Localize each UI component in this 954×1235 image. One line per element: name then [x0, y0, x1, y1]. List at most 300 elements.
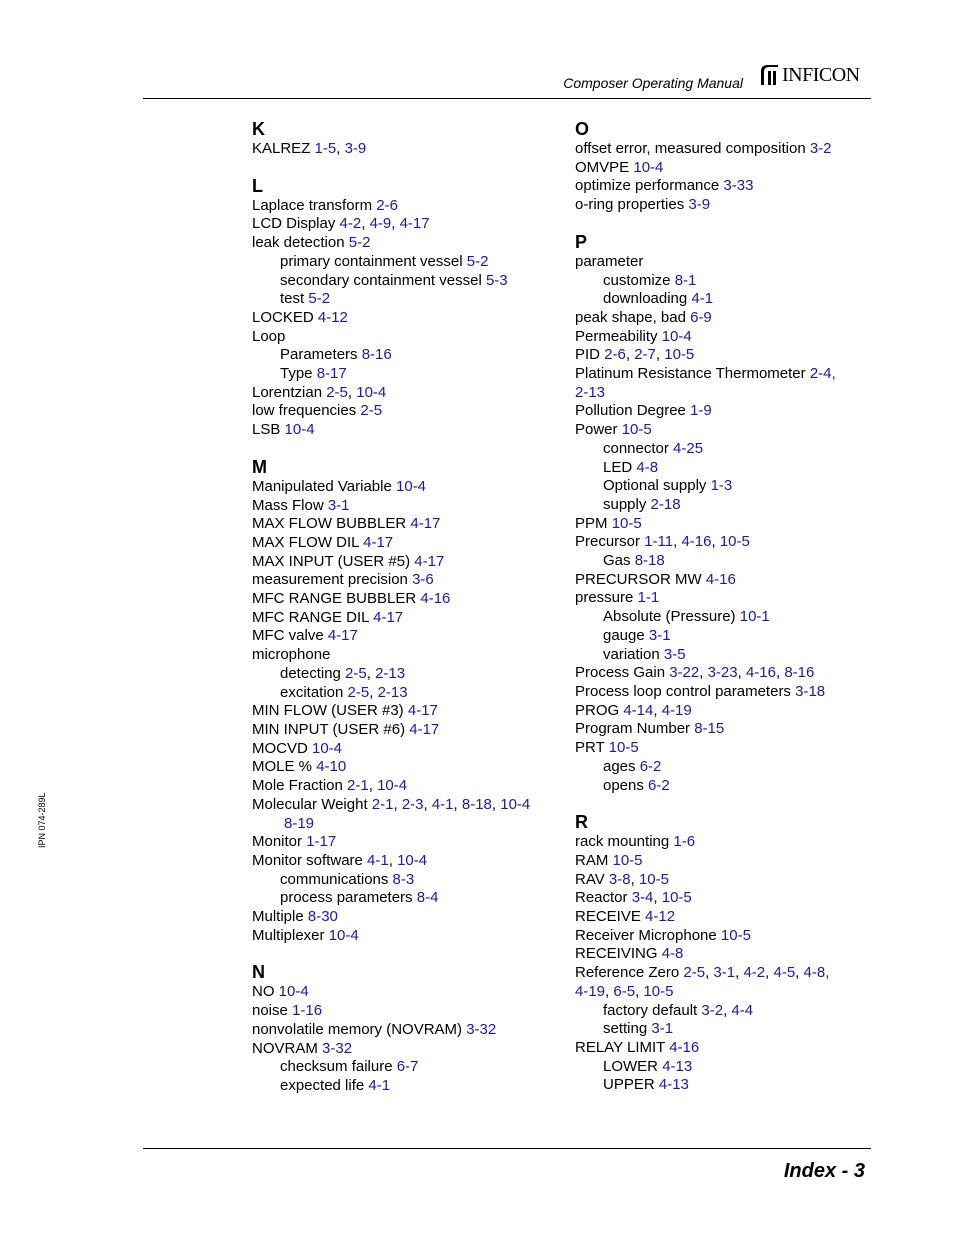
entry-term: PROG [575, 701, 624, 719]
index-entry [575, 1058, 865, 1077]
page-ref-link[interactable]: 4-17 [399, 215, 430, 233]
entry-term: Mass Flow [252, 496, 328, 514]
page-ref-link[interactable]: 2-5 [347, 683, 370, 701]
page-ref-link[interactable]: 8-30 [307, 908, 338, 926]
section-letter: P [575, 231, 588, 252]
page-ref-link[interactable]: 10-5 [720, 926, 751, 944]
page-ref-link[interactable]: 4-1 [691, 290, 714, 308]
entry-term: Type [280, 365, 317, 383]
index-entry: PROG 4-14, 4-19 [575, 701, 692, 719]
page-ref-link[interactable]: 4-1 [367, 851, 389, 869]
index-entry [575, 777, 865, 796]
page-ref-link[interactable]: 10-4 [278, 983, 309, 1001]
page-ref-link[interactable]: 10-5 [719, 533, 750, 551]
index-entry [252, 646, 552, 665]
index-entry [252, 627, 552, 646]
index-entry [252, 571, 552, 590]
index-entry [252, 553, 552, 572]
page-ref-link[interactable]: 4-1 [368, 1076, 391, 1094]
page-ref-link[interactable]: 8-16 [784, 664, 815, 682]
page-ref-link[interactable]: 4-8 [803, 964, 826, 982]
entry-term: OMVPE [575, 158, 634, 176]
page-ref-link[interactable]: 1-5 [314, 140, 337, 157]
page-ref-link[interactable]: 1-9 [690, 402, 712, 420]
page-ref-link[interactable]: 10-4 [312, 739, 343, 757]
index-entry [575, 739, 865, 758]
page-ref-link[interactable]: 4-10 [316, 758, 347, 776]
index-entry [575, 159, 865, 178]
index-entry [252, 328, 552, 347]
page-ref-link[interactable]: 2-18 [650, 495, 681, 513]
page-ref-link[interactable]: 4-25 [673, 439, 704, 457]
entry-term: ages [603, 757, 640, 775]
page-ref-link[interactable]: 2-13 [375, 664, 406, 682]
entry-term: UPPER [603, 1076, 659, 1094]
entry-term: MFC RANGE BUBBLER [252, 590, 421, 608]
entry-term: supply [603, 495, 651, 513]
page-ref-link[interactable]: 2-5 [683, 964, 706, 982]
page-ref-link[interactable]: 2-1 [347, 777, 369, 795]
page-ref-link[interactable]: 3-2 [809, 140, 832, 157]
index-entry [252, 889, 552, 908]
index-entry: detecting 2-5, 2-13 [280, 664, 406, 682]
index-entry [252, 590, 552, 609]
inficon-logo [758, 62, 860, 88]
entry-term: offset error, measured composition [575, 140, 810, 157]
page-ref-link[interactable]: 4-19 [661, 701, 692, 719]
entry-term: RAV [575, 870, 609, 888]
index-entry [252, 871, 552, 890]
index-entry [575, 253, 865, 272]
trailing-comma: , [825, 964, 830, 982]
footer-rule [143, 1148, 871, 1149]
entry-term: Precursor [575, 533, 645, 551]
page-ref-link[interactable]: 3-32 [466, 1020, 497, 1038]
index-entry: factory default 3-2, 4-4 [603, 1001, 754, 1019]
entry-term: Reference Zero [575, 964, 684, 982]
page-ref-link[interactable]: 10-5 [664, 346, 695, 364]
page-ref-link[interactable]: 10-5 [661, 889, 692, 907]
entry-term: KALREZ [252, 140, 315, 157]
index-entry [575, 1039, 865, 1058]
index-entry [252, 515, 552, 534]
header-rule [143, 98, 871, 99]
entry-term: Power [575, 421, 622, 439]
page-ref-link[interactable]: 10-5 [643, 982, 674, 1000]
page-ref-link[interactable]: 4-9 [369, 215, 392, 233]
index-entry [575, 477, 865, 496]
entry-term: PID [575, 346, 605, 364]
page-ref-link[interactable]: 2-6 [604, 346, 626, 364]
page-ref-link[interactable]: 4-14 [623, 701, 654, 719]
entry-term: RECEIVING [575, 945, 662, 963]
index-entry [252, 253, 552, 272]
page-ref-link[interactable]: 4-8 [636, 458, 659, 476]
index-entry [252, 421, 552, 440]
index-entry: Reference Zero 2-5, 3-1, 4-2, 4-5, 4-8, [575, 964, 830, 982]
section-letter: N [252, 962, 265, 983]
index-entry [575, 683, 865, 702]
index-entry [252, 197, 552, 216]
page-ref-link[interactable]: 8-16 [361, 346, 392, 364]
page-ref-link[interactable]: 1-17 [306, 833, 337, 851]
page-ref-link[interactable]: 10-4 [328, 926, 359, 944]
index-entry: Molecular Weight 2-1, 2-3, 4-1, 8-18, 10-4 [252, 795, 531, 813]
entry-term: checksum failure [280, 1058, 397, 1076]
page-ref-link[interactable]: 5-2 [348, 234, 371, 252]
index-entry: PID 2-6, 2-7, 10-5 [575, 346, 695, 364]
index-entry [575, 758, 865, 777]
entry-term: communications [280, 870, 393, 888]
page-ref-link[interactable]: 8-3 [392, 870, 415, 888]
page-ref-link[interactable]: 4-12 [317, 308, 348, 326]
page-ref-link[interactable]: 2-13 [377, 683, 408, 701]
page-ref-link[interactable]: 5-3 [485, 271, 508, 289]
entry-term: opens [603, 776, 649, 794]
index-entry [575, 196, 865, 215]
page-ref-link[interactable]: 10-4 [284, 421, 315, 439]
section-letter: L [252, 175, 263, 196]
page-ref-link[interactable]: 4-13 [658, 1076, 689, 1094]
page-ref-link[interactable]: 4-17 [327, 627, 358, 645]
page-ref-link[interactable]: 5-2 [466, 252, 489, 270]
page-ref-link[interactable]: 3-32 [322, 1039, 353, 1057]
entry-term: MIN FLOW (USER #3) [252, 702, 408, 720]
entry-term: Pollution Degree [575, 402, 691, 420]
page-ref-link[interactable]: 3-1 [648, 626, 671, 644]
page-ref-link[interactable]: 4-2 [339, 215, 362, 233]
page-ref-link[interactable]: 4-1 [431, 795, 454, 813]
index-entry [252, 815, 552, 834]
index-entry: Process Gain 3-22, 3-23, 4-16, 8-16 [575, 664, 815, 682]
entry-term: Absolute (Pressure) [603, 608, 740, 626]
section-letter: O [575, 119, 590, 139]
page-ref-link[interactable]: 2-5 [345, 664, 367, 682]
index-entry [575, 328, 865, 347]
page-ref-link[interactable]: 10-5 [638, 870, 669, 888]
page-ref-link[interactable]: 4-19 [575, 982, 606, 1000]
entry-term: process parameters [280, 889, 417, 907]
index-entry [575, 927, 865, 946]
index-entry [575, 290, 865, 309]
page-ref-link[interactable]: 10-1 [739, 608, 770, 626]
index-entry [252, 402, 552, 421]
entry-term: noise [252, 1002, 293, 1020]
entry-term: LED [603, 458, 637, 476]
entry-term: MFC valve [252, 627, 328, 645]
entry-term: Multiple [252, 908, 308, 926]
index-entry: Mole Fraction 2-1, 10-4 [252, 777, 408, 795]
entry-term: NO [252, 983, 279, 1001]
index-section-p [575, 231, 865, 795]
page-ref-link[interactable]: 6-5 [613, 982, 636, 1000]
entry-term: MFC RANGE DIL [252, 608, 374, 626]
index-column-left [252, 118, 552, 1112]
page-ref-link[interactable]: 3-8 [608, 870, 631, 888]
page-ref-link[interactable]: 10-4 [397, 851, 428, 869]
index-entry [252, 740, 552, 759]
index-entry: LCD Display 4-2, 4-9, 4-17 [252, 215, 430, 233]
entry-term: Reactor [575, 889, 632, 907]
page-ref-link[interactable]: 8-18 [634, 552, 665, 570]
page-ref-link[interactable]: 3-1 [713, 964, 736, 982]
index-entry [252, 534, 552, 553]
entry-term: RECEIVE [575, 908, 646, 926]
index-entry: excitation 2-5, 2-13 [280, 683, 408, 701]
index-entry [252, 1077, 552, 1096]
page-ref-link[interactable]: 2-3 [401, 795, 424, 813]
page-ref-link[interactable]: 1-1 [637, 589, 660, 607]
entry-term: factory default [603, 1001, 702, 1019]
index-entry [252, 702, 552, 721]
page-ref-link[interactable]: 6-2 [648, 776, 670, 794]
entry-term: low frequencies [252, 402, 361, 420]
entry-term: PPM [575, 514, 612, 532]
page-ref-link[interactable]: 2-6 [376, 196, 398, 214]
index-entry [575, 646, 865, 665]
entry-term: Manipulated Variable [252, 477, 396, 495]
entry-term: microphone [252, 646, 331, 664]
page-ref-link[interactable]: 4-17 [407, 702, 438, 720]
index-entry [252, 758, 552, 777]
index-entry [252, 272, 552, 291]
entry-term: Parameters [280, 346, 362, 364]
entry-term: Lorentzian [252, 383, 327, 401]
entry-term: MAX FLOW DIL [252, 533, 364, 551]
entry-term: RAM [575, 851, 613, 869]
index-entry [252, 497, 552, 516]
entry-term: LCD Display [252, 215, 340, 233]
index-entry [252, 721, 552, 740]
index-entry [252, 309, 552, 328]
page-ref-link[interactable]: 2-5 [360, 402, 383, 420]
page-ref-link[interactable]: 3-6 [412, 571, 434, 589]
entry-term: excitation [280, 683, 348, 701]
document-code: IPN 074-289L [37, 792, 47, 848]
entry-term: secondary containment vessel [280, 271, 486, 289]
entry-term: gauge [603, 626, 649, 644]
page-ref-link[interactable]: 2-7 [634, 346, 656, 364]
entry-term: measurement precision [252, 571, 413, 589]
page-ref-link[interactable]: 4-13 [662, 1057, 693, 1075]
index-entry: Precursor 1-11, 4-16, 10-5 [575, 533, 750, 551]
index-entry [575, 1076, 865, 1095]
index-section-n [252, 961, 552, 1095]
entry-term: rack mounting [575, 833, 674, 851]
index-entry [575, 945, 865, 964]
page-ref-link[interactable]: 1-16 [292, 1002, 323, 1020]
index-entry [252, 908, 552, 927]
index-entry [575, 608, 865, 627]
page-ref-link[interactable]: 8-4 [416, 889, 439, 907]
entry-term: LOCKED [252, 308, 318, 326]
page-ref-link[interactable]: 3-33 [723, 177, 754, 195]
index-entry [252, 290, 552, 309]
index-entry [575, 720, 865, 739]
page-ref-link[interactable]: 10-4 [395, 477, 427, 495]
entry-term: Permeability [575, 327, 662, 345]
index-entry [575, 515, 865, 534]
index-entry [575, 384, 865, 403]
logo-text: INFICON [782, 64, 860, 86]
page-ref-link[interactable]: 3-1 [651, 1020, 674, 1038]
page-ref-link[interactable]: 2-13 [575, 383, 606, 401]
entry-term: Gas [603, 552, 635, 570]
page-ref-link[interactable]: 8-19 [284, 814, 315, 832]
index-section-r [575, 811, 865, 1095]
page-ref-link[interactable]: 4-8 [661, 945, 684, 963]
page-ref-link[interactable]: 8-1 [674, 271, 697, 289]
page-ref-link[interactable]: 8-17 [316, 365, 347, 383]
index-entry [252, 1058, 552, 1077]
page-ref-link[interactable]: 2-4 [809, 365, 832, 383]
entry-term: Process loop control parameters [575, 682, 796, 700]
index-column-right [575, 118, 865, 1111]
section-letter: M [252, 456, 267, 477]
page-ref-link[interactable]: 4-16 [745, 664, 776, 682]
page-ref-link[interactable]: 6-2 [639, 757, 662, 775]
page-ref-link[interactable]: 4-5 [773, 964, 796, 982]
page-ref-link[interactable]: 6-7 [396, 1058, 419, 1076]
page-ref-link[interactable]: 1-3 [710, 477, 733, 495]
page-ref-link[interactable]: 3-9 [344, 140, 367, 157]
page-ref-link[interactable]: 4-16 [681, 533, 712, 551]
index-entry [575, 421, 865, 440]
page-ref-link[interactable]: 4-17 [363, 533, 394, 551]
index-entry [252, 983, 552, 1002]
page-ref-link[interactable]: 4-17 [410, 515, 441, 533]
page-label: Index - 3 [783, 1160, 865, 1182]
index-section-k [252, 118, 552, 159]
index-entry [575, 552, 865, 571]
index-section-l [252, 175, 552, 440]
page-ref-link[interactable]: 4-16 [669, 1038, 700, 1056]
index-entry [252, 1040, 552, 1059]
index-entry [575, 440, 865, 459]
page-ref-link[interactable]: 3-22 [669, 664, 700, 682]
page-ref-link[interactable]: 2-5 [326, 383, 348, 401]
index-entry [575, 589, 865, 608]
entry-term: Laplace transform [252, 196, 377, 214]
page-ref-link[interactable]: 4-16 [705, 570, 736, 588]
index-entry [252, 346, 552, 365]
page-ref-link[interactable]: 2-1 [371, 795, 394, 813]
index-entry [575, 1020, 865, 1039]
page-ref-link[interactable]: 10-4 [377, 777, 408, 795]
page-ref-link[interactable]: 4-2 [743, 964, 766, 982]
page-ref-link[interactable]: 10-5 [621, 421, 652, 439]
entry-term: LOWER [603, 1057, 663, 1075]
entry-term: Program Number [575, 720, 695, 738]
page-ref-link[interactable]: 3-23 [707, 664, 738, 682]
index-entry [252, 1021, 552, 1040]
entry-term: Monitor [252, 833, 307, 851]
page-ref-link[interactable]: 3-18 [795, 682, 826, 700]
index-entry [575, 177, 865, 196]
page-ref-link[interactable]: 1-6 [673, 833, 696, 851]
entry-term: variation [603, 645, 664, 663]
page-ref-link[interactable]: 10-4 [633, 158, 664, 176]
entry-term: Loop [252, 327, 286, 345]
entry-term: primary containment vessel [280, 252, 467, 270]
page-ref-link[interactable]: 10-4 [500, 795, 531, 813]
index-entry [252, 1002, 552, 1021]
index-entry [252, 365, 552, 384]
entry-term: MIN INPUT (USER #6) [252, 720, 410, 738]
entry-term: MAX INPUT (USER #5) [252, 552, 415, 570]
page-ref-link[interactable]: 4-17 [414, 552, 445, 570]
entry-term: MAX FLOW BUBBLER [252, 515, 411, 533]
page-ref-link[interactable]: 8-18 [461, 795, 492, 813]
entry-term: Optional supply [603, 477, 711, 495]
entry-term: Platinum Resistance Thermometer [575, 365, 810, 383]
entry-term: detecting [280, 664, 346, 682]
page-ref-link[interactable]: 4-4 [731, 1001, 754, 1019]
index-entry: KALREZ 1-5, 3-9 [252, 140, 367, 157]
index-entry [252, 478, 552, 497]
entry-term: Molecular Weight [252, 795, 372, 813]
index-entry [575, 627, 865, 646]
entry-term: expected life [280, 1076, 369, 1094]
page-ref-link[interactable]: 10-5 [608, 739, 639, 757]
entry-term: nonvolatile memory (NOVRAM) [252, 1020, 467, 1038]
index-section-o [575, 118, 865, 215]
index-entry: Monitor software 4-1, 10-4 [252, 851, 428, 869]
page-ref-link[interactable]: 10-5 [611, 514, 642, 532]
page-ref-link[interactable]: 4-17 [409, 720, 440, 738]
index-entry [575, 496, 865, 515]
index-entry: RAV 3-8, 10-5 [575, 870, 669, 888]
page-ref-link[interactable]: 4-12 [645, 908, 676, 926]
index-entry [575, 402, 865, 421]
entry-term: connector [603, 439, 674, 457]
entry-term: o-ring properties [575, 196, 689, 214]
entry-term: Monitor software [252, 851, 368, 869]
index-entry: Lorentzian 2-5, 10-4 [252, 383, 387, 401]
entry-term: Multiplexer [252, 926, 329, 944]
page-ref-link[interactable]: 3-4 [631, 889, 654, 907]
page-ref-link[interactable]: 8-15 [694, 720, 725, 738]
page-ref-link[interactable]: 10-4 [661, 327, 692, 345]
entry-term: Receiver Microphone [575, 926, 721, 944]
entry-term: pressure [575, 589, 638, 607]
entry-term: MOLE % [252, 758, 317, 776]
page-ref-link[interactable]: 3-2 [701, 1001, 724, 1019]
index-entry [252, 927, 552, 946]
inficon-logo-icon [758, 63, 780, 87]
index-entry [575, 309, 865, 328]
page-ref-link[interactable]: 3-1 [327, 496, 350, 514]
page-ref-link[interactable]: 5-2 [308, 290, 331, 308]
page-ref-link[interactable]: 3-5 [663, 645, 686, 663]
entry-term: PRECURSOR MW [575, 570, 706, 588]
page-ref-link[interactable]: 4-17 [373, 608, 404, 626]
page-ref-link[interactable]: 6-9 [690, 308, 712, 326]
page-ref-link[interactable]: 1-11 [644, 533, 674, 551]
entry-term: peak shape, bad [575, 308, 691, 326]
index-entry: Reactor 3-4, 10-5 [575, 889, 692, 907]
entry-term: Mole Fraction [252, 777, 348, 795]
page-ref-link[interactable]: 3-9 [688, 196, 711, 214]
page-ref-link[interactable]: 4-16 [420, 590, 451, 608]
page-ref-link[interactable]: 10-5 [612, 851, 643, 869]
index-section-m [252, 456, 552, 946]
index-entry: 4-19, 6-5, 10-5 [575, 982, 674, 1000]
entry-term: PRT [575, 739, 609, 757]
entry-term: leak detection [252, 234, 349, 252]
page-ref-link[interactable]: 10-4 [356, 383, 387, 401]
index-entry [575, 852, 865, 871]
